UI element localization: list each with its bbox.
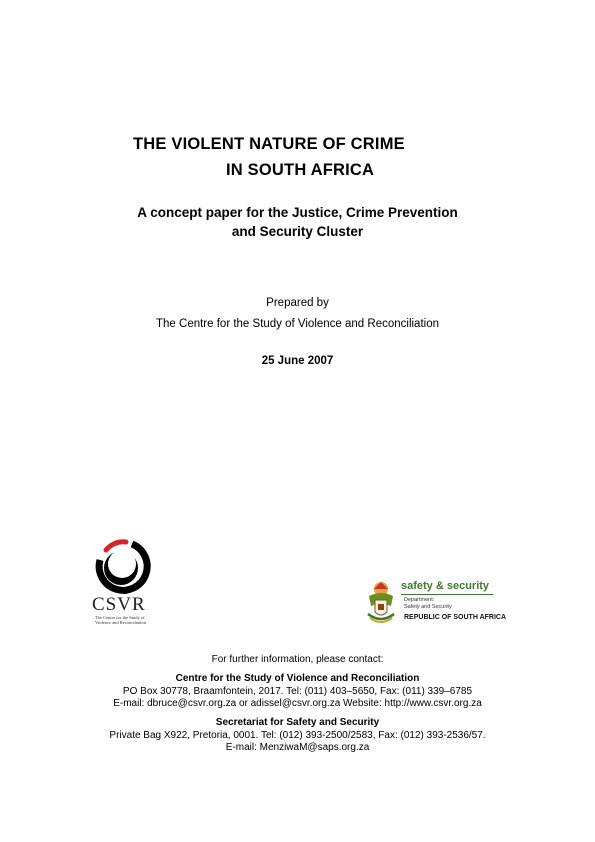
department-label: Department: Safety and Security [404,597,452,610]
safety-security-brand: safety & security [401,580,490,592]
contact-csvr [0,673,595,711]
subtitle-line1: A concept paper for the Justice, Crime Prevention [137,205,458,220]
contact-intro: For further information, please contact: [211,654,384,665]
csvr-logo-subtitle: The Centre for the Study of Violence and Reconciliation [95,615,146,625]
contact-secretariat-name: Secretariat for Safety and Security [215,717,380,728]
prepared-by-organisation: The Centre for the Study of Violence and Reconciliation [156,318,439,330]
contact-secretariat [0,717,595,755]
csvr-logo-text: CSVR [92,594,146,615]
contact-secretariat-address: Private Bag X922, Pretoria, 0001. Tel: (012) 393-2500/2583, Fax: (012) 393-2536/57. [109,729,486,741]
prepared-by-block [0,293,595,335]
document-subtitle [0,203,595,241]
contact-secretariat-email: E-mail: MenziwaM@saps.org.za [225,742,370,753]
country-label: REPUBLIC OF SOUTH AFRICA [404,614,507,621]
document-date: 25 June 2007 [261,355,334,367]
document-title-line1: THE VIOLENT NATURE OF CRIME [133,135,405,153]
prepared-by-label: Prepared by [266,297,329,309]
subtitle-line2: and Security Cluster [231,224,364,239]
contact-csvr-email: E-mail: dbruce@csvr.org.za or adissel@csvr.org.za Website: http://www.csvr.org.za [113,698,482,709]
brand-divider [401,594,493,595]
contact-csvr-address: PO Box 30778, Braamfontein, 2017. Tel: (011) 403–5650, Fax: (011) 339–6785 [122,685,473,697]
document-title-line2: IN SOUTH AFRICA [226,161,375,179]
coat-of-arms-icon [364,580,398,626]
contact-csvr-name: Centre for the Study of Violence and Reconciliation [175,673,420,684]
